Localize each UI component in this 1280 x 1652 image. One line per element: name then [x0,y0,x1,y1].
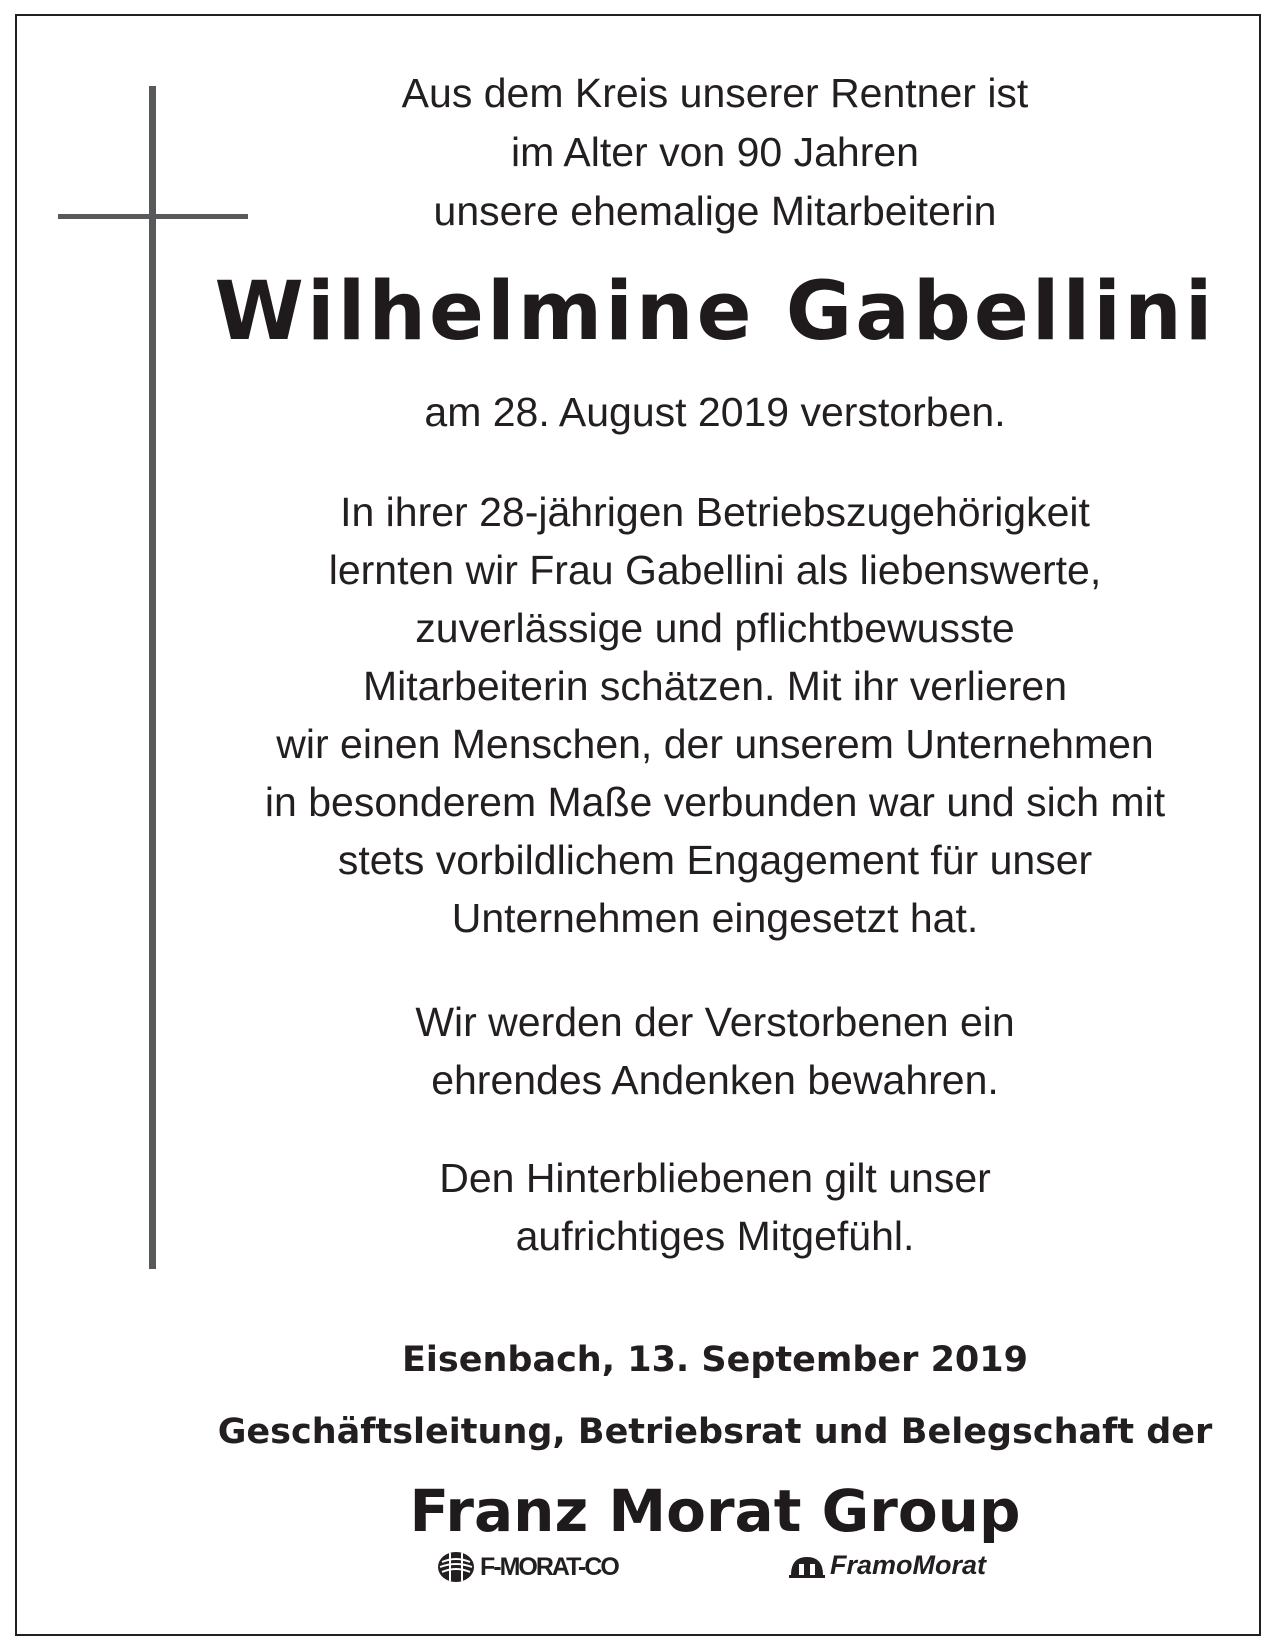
fmorat-mark-icon [436,1550,476,1584]
framo-mark-icon [788,1551,826,1581]
signatories: Geschäftsleitung, Betriebsrat und Belegschaft der [217,1412,1213,1452]
company-name: Franz Morat Group [409,1477,1021,1545]
framo-logo-text: FramoMorat [830,1550,987,1580]
paragraph-line: Unternehmen eingesetzt hat. [451,895,979,941]
paragraph-line: In ihrer 28-jährigen Betriebszugehörigkeit [340,489,1090,535]
paragraph-line: stets vorbildlichem Engagement für unser [337,837,1093,883]
company-logos [0,1550,1280,1590]
cross-vertical-bar [149,86,156,1269]
paragraph-line: Den Hinterbliebenen gilt unser [439,1155,991,1201]
fmorat-logo [436,1550,618,1584]
paragraph-line: aufrichtiges Mitgefühl. [515,1213,915,1259]
paragraph-line: Wir werden der Verstorbenen ein [415,999,1015,1045]
place-date: Eisenbach, 13. September 2019 [402,1340,1028,1380]
remembrance-paragraph [190,993,1240,1109]
intro-line: Aus dem Kreis unserer Rentner ist [401,70,1029,116]
paragraph-line: zuverlässige und pflichtbewusste [415,605,1015,651]
deceased-name: Wilhelmine Gabellini [214,265,1216,359]
paragraph-line: wir einen Menschen, der unserem Unternehmen [276,721,1154,767]
paragraph-line: ehrendes Andenken bewahren. [431,1057,999,1103]
tribute-paragraph [190,483,1240,947]
intro-line: im Alter von 90 Jahren [511,129,919,175]
death-date: am 28. August 2019 verstorben. [424,389,1006,435]
framo-logo [788,1550,986,1581]
paragraph-line: lernten wir Frau Gabellini als liebenswerte, [328,547,1102,593]
fmorat-logo-text: F-MORAT-CO [480,1552,618,1581]
paragraph-line: in besonderem Maße verbunden war und sich mit [264,779,1166,825]
intro-text [190,64,1240,241]
paragraph-line: Mitarbeiterin schätzen. Mit ihr verlieren [362,663,1068,709]
intro-line: unsere ehemalige Mitarbeiterin [433,188,997,234]
condolence-paragraph [190,1149,1240,1265]
